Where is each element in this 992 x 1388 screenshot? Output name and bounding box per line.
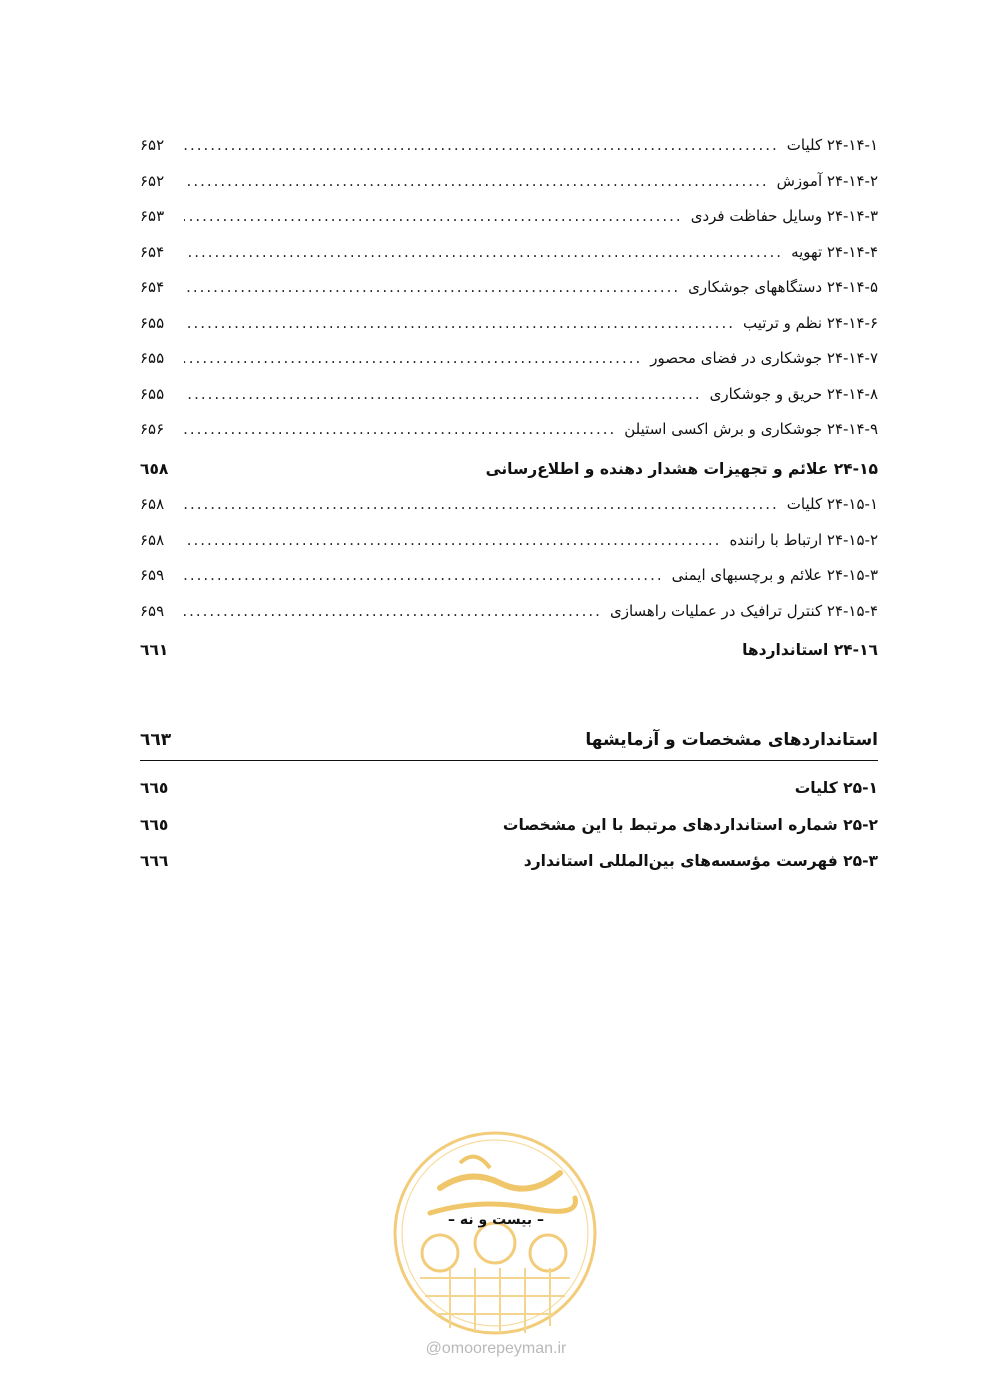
toc-entry-label: ۲۴-۱۴-۸ حریق و جوشکاری xyxy=(709,384,878,403)
toc-heading-row xyxy=(140,770,878,807)
dot-leader xyxy=(184,594,602,630)
toc-entry-label: ۲۴-۱۴-۳ وسایل حفاظت فردی xyxy=(690,207,878,225)
toc-page-number: ۶۵۹ xyxy=(140,566,165,584)
dot-leader xyxy=(184,306,735,342)
seal-logo xyxy=(390,1128,600,1338)
toc-page-number: ۶۵۸ xyxy=(140,530,165,549)
chapter-title: استانداردهای مشخصات و آزمایشها xyxy=(585,730,878,750)
toc-entry-label: ۲۴-۱۴-۹ جوشکاری و برش اکسی استیلن xyxy=(624,420,878,438)
toc-row xyxy=(140,164,878,200)
toc-page-number: ۶۵۳ xyxy=(140,207,165,225)
toc-entry-label: ۲۴-۱۴-۱ کلیات xyxy=(786,136,878,154)
toc-entry-label: ۲۴-۱۵ علائم و تجهیزات هشدار دهنده و اطلاع‌رسانی xyxy=(485,459,878,478)
toc-entry-label: ۲۵-۳ فهرست مؤسسه‌های بین‌المللی استاندارد xyxy=(523,852,878,870)
toc-page-number: ۶۵۵ xyxy=(140,384,165,403)
chapter-page: ٦٦٣ xyxy=(140,730,172,750)
dot-leader xyxy=(184,523,721,559)
chapter-sections xyxy=(140,770,878,880)
toc-entry-label: ۲۴-۱۴-۶ نظم و ترتیب xyxy=(742,313,878,332)
toc-entry-label: ۲۴-۱۴-۲ آموزش xyxy=(776,171,878,190)
page-number-label: – بیست و نه – xyxy=(448,1212,544,1228)
toc-heading-row xyxy=(140,843,878,880)
toc-entry-label: ۲۴-۱۵-۴ کنترل ترافیک در عملیات راهسازی xyxy=(609,601,878,620)
toc-row xyxy=(140,558,878,594)
toc-page-number: ۶۵۴ xyxy=(140,242,165,261)
toc-page-number: ۶۵۵ xyxy=(140,349,165,367)
toc-entry-label: ۲۴-۱٦ استانداردها xyxy=(742,641,878,659)
toc-page-number: ٦٥٨ xyxy=(140,459,169,478)
dot-leader xyxy=(184,341,642,377)
toc-row xyxy=(140,341,878,377)
toc-heading-row xyxy=(140,452,878,488)
dot-leader xyxy=(184,377,702,413)
toc-entry-label: ۲۵-۱ کلیات xyxy=(794,779,878,797)
toc-page-number: ۶۵۲ xyxy=(140,171,165,190)
toc-heading-row xyxy=(140,633,878,669)
toc-row xyxy=(140,235,878,271)
toc-page-number: ۶۵۶ xyxy=(140,420,165,438)
toc-entry-label: ۲۴-۱۴-۵ دستگاههای جوشکاری xyxy=(688,278,878,296)
toc-row xyxy=(140,594,878,630)
toc-entry-label: ۲۴-۱۵-۳ علائم و برچسبهای ایمنی xyxy=(671,566,878,584)
toc-list xyxy=(140,128,878,669)
dot-leader xyxy=(184,270,680,306)
toc-entry-label: ۲۴-۱۵-۱ کلیات xyxy=(786,495,878,513)
dot-leader xyxy=(184,487,779,523)
toc-page-number: ۶۵۹ xyxy=(140,601,165,620)
toc-page-number: ٦٦٦ xyxy=(140,852,169,870)
toc-page-number: ۶۵۴ xyxy=(140,278,165,296)
dot-leader xyxy=(184,235,783,271)
toc-row xyxy=(140,377,878,413)
website-watermark: @omoorepeyman.ir xyxy=(425,1340,567,1357)
toc-row xyxy=(140,487,878,523)
toc-heading-row xyxy=(140,807,878,844)
toc-page-number: ۶۵۸ xyxy=(140,495,165,513)
dot-leader xyxy=(184,558,664,594)
dot-leader xyxy=(184,164,769,200)
toc-entry-label: ۲۵-۲ شماره استانداردهای مرتبط با این مشخصات xyxy=(502,815,878,834)
toc-row xyxy=(140,412,878,448)
toc-row xyxy=(140,199,878,235)
chapter-heading xyxy=(140,720,878,761)
toc-page-number: ۶۵۵ xyxy=(140,313,165,332)
toc-page-number: ٦٦٥ xyxy=(140,815,169,834)
toc-entry-label: ۲۴-۱۴-۷ جوشکاری در فضای محصور xyxy=(650,349,878,367)
dot-leader xyxy=(184,412,616,448)
toc-page-number: ۶۵۲ xyxy=(140,136,165,154)
toc-entry-label: ۲۴-۱۴-۴ تهویه xyxy=(791,242,878,261)
toc-row xyxy=(140,523,878,559)
toc-page-number: ٦٦٥ xyxy=(140,779,169,797)
dot-leader xyxy=(184,199,683,235)
dot-leader xyxy=(184,128,779,164)
toc-row xyxy=(140,128,878,164)
toc-page-number: ٦٦١ xyxy=(140,641,169,659)
toc-row xyxy=(140,306,878,342)
toc-entry-label: ۲۴-۱۵-۲ ارتباط با راننده xyxy=(729,530,878,549)
toc-row xyxy=(140,270,878,306)
